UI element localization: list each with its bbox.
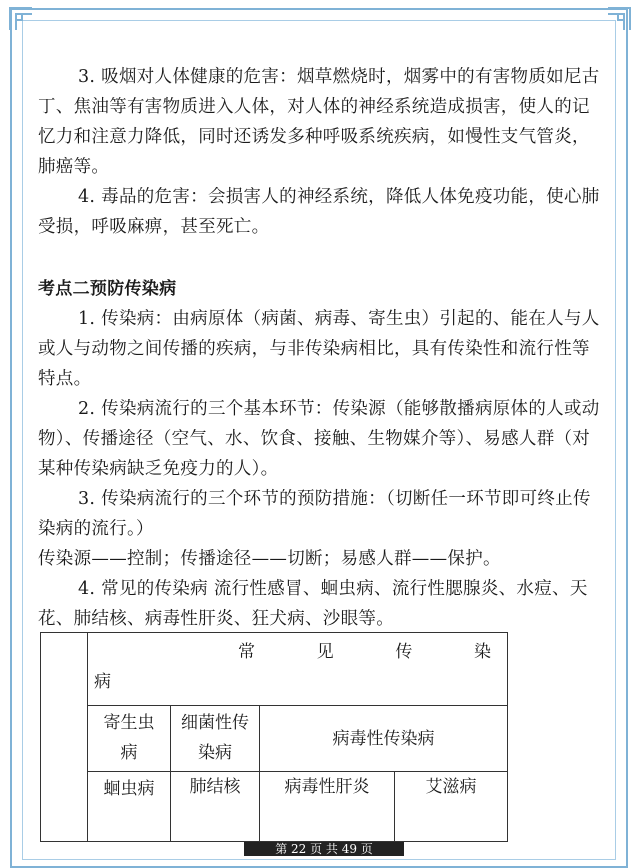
header-char: 染 — [473, 642, 491, 662]
cell-bacterial: 细菌性传染病 — [171, 706, 260, 772]
table-empty-column — [41, 633, 88, 842]
disease-table — [40, 632, 508, 842]
cell-hepatitis: 病毒性肝炎 — [260, 772, 395, 842]
paragraph-three-links: 2. 传染病流行的三个基本环节：传染源（能够散播病原体的人或动物）、传播途径（空气、水、饮食、接触、生物媒介等）、易感人群（对某种传染病缺乏免疫力的人）。 — [38, 399, 600, 479]
cell-tuberculosis: 肺结核 — [171, 772, 260, 842]
cell-roundworm: 蛔虫病 — [88, 772, 171, 842]
header-char: 传 — [395, 642, 413, 662]
header-char: 常 — [238, 642, 255, 662]
corner-ornament-top-left — [8, 6, 34, 32]
paragraph-smoking-harm: 3. 吸烟对人体健康的危害：烟草燃烧时，烟雾中的有害物质如尼古丁、焦油等有害物质进入人体，对人体的神经系统造成损害，使人的记忆力和注意力降低，同时还诱发多种呼吸系统疾病，如慢性支气管炎，肺癌等。 — [38, 67, 600, 177]
paragraph-common-diseases: 4. 常见的传染病 流行性感冒、蛔虫病、流行性腮腺炎、水痘、天花、肺结核、病毒性肝炎、狂犬病、沙眼等。 — [38, 579, 588, 629]
paragraph-prevention: 3. 传染病流行的三个环节的预防措施：（切断任一环节即可终止传染病的流行。） — [38, 489, 591, 539]
cell-viral: 病毒性传染病 — [260, 706, 508, 772]
header-char: 见 — [316, 642, 334, 662]
table-header-cell — [88, 633, 508, 706]
paragraph-infectious-disease: 1. 传染病：由病原体（病菌、病毒、寄生虫）引起的、能在人与人或人与动物之间传播的疾病，与非传染病相比，具有传染性和流行性等特点。 — [38, 309, 600, 389]
section-heading: 考点二预防传染病 — [38, 279, 177, 299]
paragraph-drug-harm: 4. 毒品的危害：会损害人的神经系统，降低人体免疫功能，使心肺受损，呼吸麻痹，甚至死亡。 — [38, 187, 600, 237]
header-tail: 病 — [94, 672, 111, 692]
cell-parasitic: 寄生虫病 — [88, 706, 171, 772]
paragraph-measures: 传染源——控制；传播途径——切断；易感人群——保护。 — [38, 549, 501, 569]
document-body — [38, 62, 604, 634]
corner-ornament-top-right — [606, 6, 632, 32]
cell-aids: 艾滋病 — [395, 772, 508, 842]
page-number-footer: 第 22 页 共 49 页 — [244, 842, 404, 856]
